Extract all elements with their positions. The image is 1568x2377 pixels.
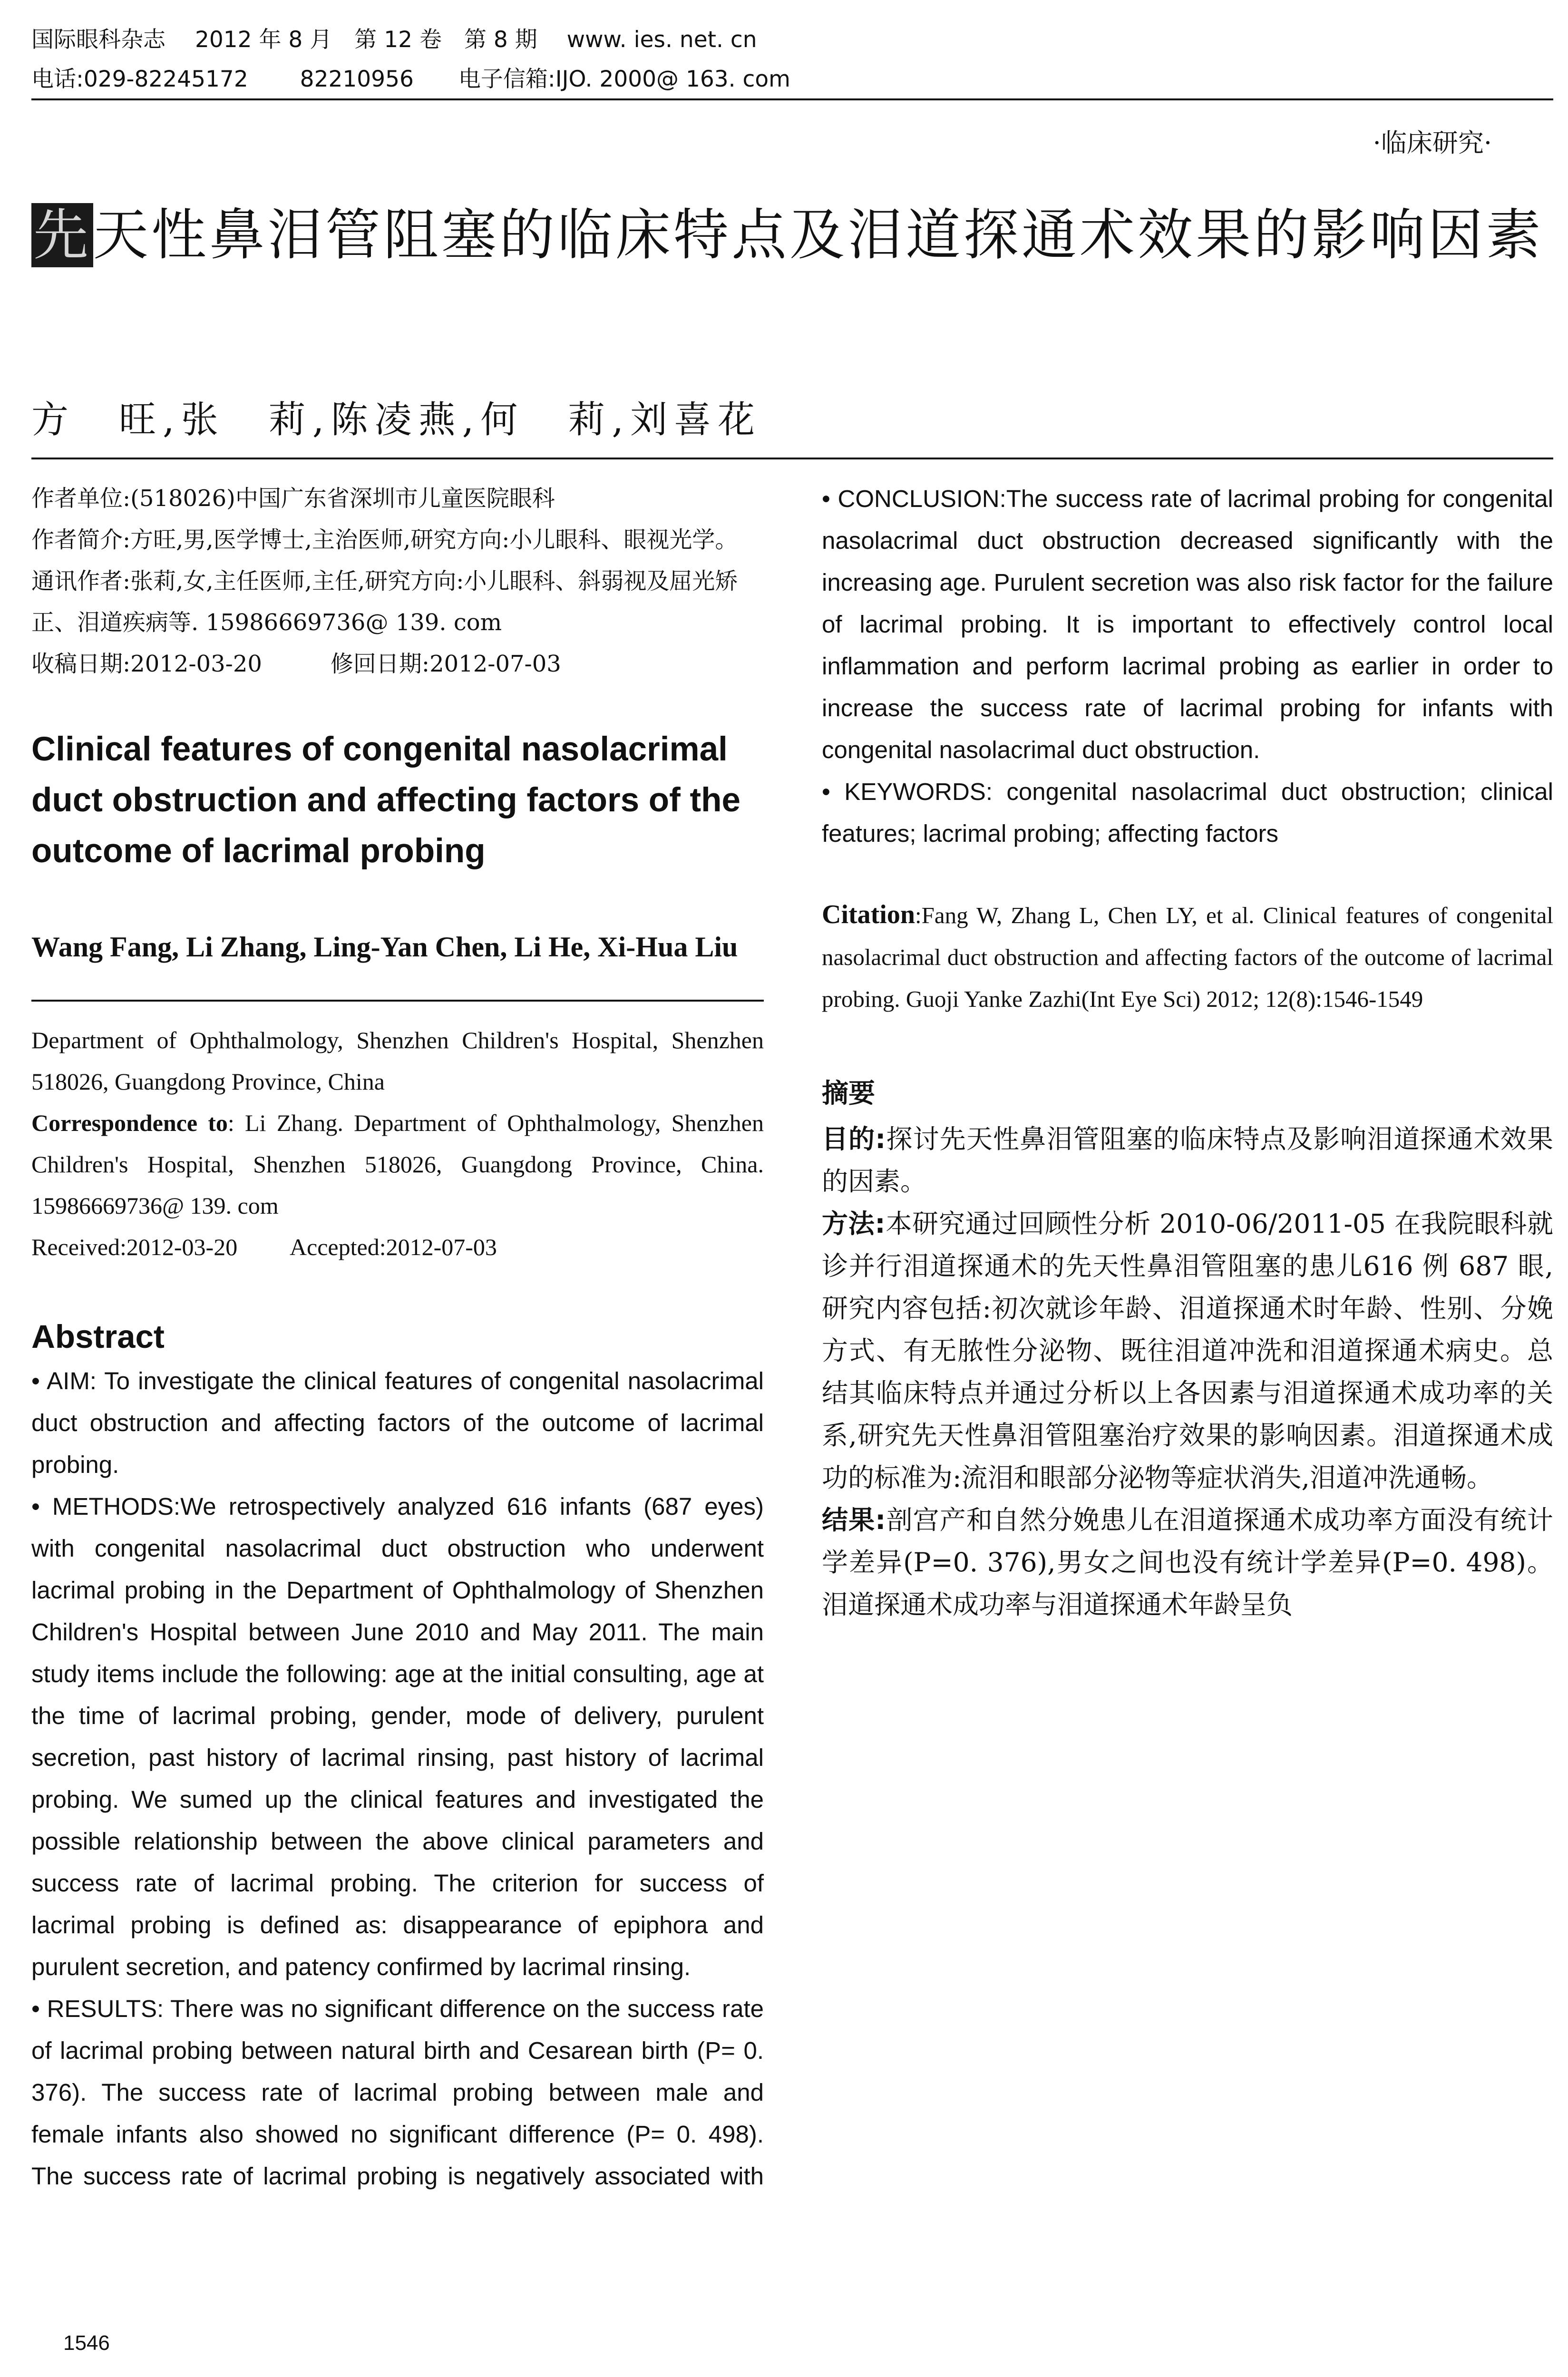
citation-block <box>822 894 1553 1020</box>
abstract-results: • RESULTS: There was no significant difference on the success rate of lacrimal probing between natural birth and Cesarean birth (P= 0. 376). The success rate of lacrimal probing between male and female infants also showed no significant difference (P= 0. 498). The success rate of lacrimal probing is negatively associated with <box>31 1995 764 2190</box>
journal-header-line2: 电话:029-82245172 82210956 电子信箱:IJO. 2000@ 163. com <box>31 66 790 92</box>
zh-methods <box>822 1203 1553 1499</box>
article-title <box>31 200 1553 271</box>
zh-aim-text: 探讨先天性鼻泪管阻塞的临床特点及影响泪道探通术效果的因素。 <box>822 1124 1553 1197</box>
affiliation-dates: Received:2012-03-20 Accepted:2012-07-03 <box>31 1234 497 1260</box>
header-divider <box>31 98 1553 100</box>
english-authors: Wang Fang, Li Zhang, Ling-Yan Chen, Li He, Xi-Hua Liu <box>31 931 738 963</box>
abstract-body-right <box>822 478 1553 855</box>
zh-abstract-heading: 摘要 <box>822 1078 875 1109</box>
author-unit: 作者单位:(518026)中国广东省深圳市儿童医院眼科 <box>31 485 555 512</box>
correspondence <box>31 1102 764 1227</box>
abstract-keywords: • KEYWORDS: congenital nasolacrimal duct obstruction; clinical features; lacrimal probing; affecting factors <box>822 778 1553 847</box>
journal-header-line1: 国际眼科杂志 2012 年 8 月 第 12 卷 第 8 期 www. ies. net. cn <box>31 27 757 53</box>
section-label: ·临床研究· <box>1373 128 1492 158</box>
zh-aim-label: 目的: <box>822 1124 886 1154</box>
correspondence-label: Correspondence to <box>31 1110 228 1136</box>
abstract-aim: • AIM: To investigate the clinical features of congenital nasolacrimal duct obstruction and affecting factors of the outcome of lacrimal probing. <box>31 1367 764 1478</box>
page-number: 1546 <box>63 2331 110 2355</box>
received-dates-zh: 收稿日期:2012-03-20 修回日期:2012-07-03 <box>31 651 561 677</box>
zh-results-label: 结果: <box>822 1505 886 1535</box>
zh-methods-text: 本研究通过回顾性分析 2010-06/2011-05 在我院眼科就诊并行泪道探通术的先天性鼻泪管阻塞的患儿616 例 687 眼,研究内容包括:初次就诊年龄、泪道探通术时年龄、性别、分娩方式、有无脓性分泌物、既往泪道冲洗和泪道探通术病史。总结其临床特点并通过分析以上各因素与泪道探通术成功率的关系,研究先天性鼻泪管阻塞治疗效果的影响因素。泪道探通术成功的标准为:流泪和眼部分泌物等症状消失,泪道冲洗通畅。 <box>822 1208 1554 1493</box>
left-column <box>31 478 764 2197</box>
abstract-conclusion: • CONCLUSION:The success rate of lacrimal probing for congenital nasolacrimal duct obstruction decreased significantly with the increasing age. Purulent secretion was also risk factor for the failure of lacrimal probing. It is important to effectively control local inflammation and perform lacrimal probing as earlier in order to increase the success rate of lacrimal probing for infants with congenital nasolacrimal duct obstruction. <box>822 485 1553 763</box>
abstract-body-left <box>31 1360 764 2197</box>
title-first-char: 先 <box>31 203 93 267</box>
authors-zh: 方 旺,张 莉,陈凌燕,何 莉,刘喜花 <box>31 399 762 441</box>
affiliation-block <box>31 1020 764 1268</box>
author-intro: 作者简介:方旺,男,医学博士,主治医师,研究方向:小儿眼科、眼视光学。 <box>31 526 738 553</box>
affiliation-divider <box>31 1000 764 1002</box>
zh-results-text: 剖宫产和自然分娩患儿在泪道探通术成功率方面没有统计学差异(P=0. 376),男女之间也没有统计学差异(P=0. 498)。泪道探通术成功率与泪道探通术年龄呈负 <box>822 1505 1553 1620</box>
corresponding-author-zh: 通讯作者:张莉,女,主任医师,主任,研究方向:小儿眼科、斜弱视及屈光矫正、泪道疾病等. 15986669736@ 139. com <box>31 568 738 636</box>
correspondence-text: : Li Zhang. Department of Ophthalmology, Shenzhen Children's Hospital, Shenzhen 518026, Guangdong Province, China. 15986669736@ 139. com <box>31 1110 764 1219</box>
authors-divider <box>31 458 1553 459</box>
zh-methods-label: 方法: <box>822 1208 886 1239</box>
zh-abstract-body <box>822 1118 1553 1626</box>
zh-results <box>822 1499 1553 1626</box>
english-title: Clinical features of congenital nasolacrimal duct obstruction and affecting factors of the outcome of lacrimal probing <box>31 731 741 870</box>
right-column <box>822 478 1553 1626</box>
abstract-methods: • METHODS:We retrospectively analyzed 616 infants (687 eyes) with congenital nasolacrimal duct obstruction who underwent lacrimal probing in the Department of Ophthalmology of Shenzhen Children's Hospital between June 2010 and May 2011. The main study items include the following: age at the initial consulting, age at the time of lacrimal probing, gender, mode of delivery, purulent secretion, past history of lacrimal rinsing, past history of lacrimal probing. We sumed up the clinical features and investigated the possible relationship between the above clinical parameters and success rate of lacrimal probing. The criterion for success of lacrimal probing is defined as: disappearance of epiphora and purulent secretion, and patency confirmed by lacrimal rinsing. <box>31 1493 764 1980</box>
abstract-heading: Abstract <box>31 1318 165 1355</box>
citation-text: :Fang W, Zhang L, Chen LY, et al. Clinical features of congenital nasolacrimal duct obstruction and affecting factors of the outcome of lacrimal probing. Guoji Yanke Zazhi(Int Eye Sci) 2012; 12(8):1546-1549 <box>822 902 1553 1012</box>
affiliation-dept: Department of Ophthalmology, Shenzhen Children's Hospital, Shenzhen 518026, Guangdong Province, China <box>31 1027 764 1095</box>
citation-label: Citation <box>822 900 915 929</box>
zh-aim <box>822 1118 1553 1203</box>
title-rest: 天性鼻泪管阻塞的临床特点及泪道探通术效果的影响因素 <box>93 203 1544 267</box>
